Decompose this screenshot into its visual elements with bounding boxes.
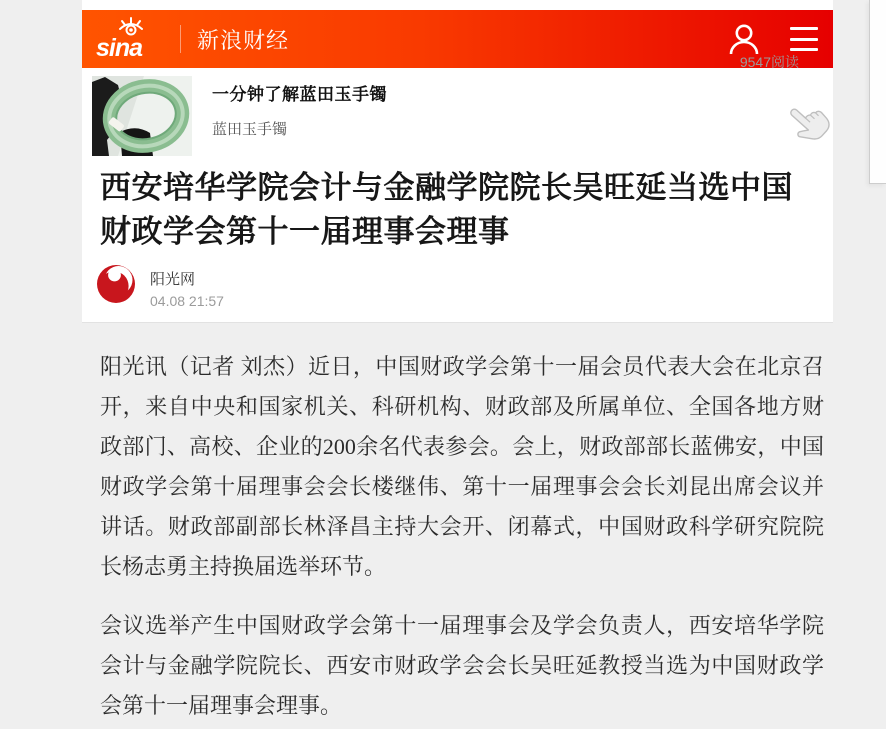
header-divider xyxy=(180,25,181,53)
header-bar xyxy=(82,10,833,68)
jade-bracelet-photo xyxy=(92,76,192,156)
content-card xyxy=(82,0,833,323)
teaser-subtitle[interactable]: 蓝田玉手镯 xyxy=(212,121,288,138)
user-account-button[interactable] xyxy=(728,22,760,56)
teaser-title[interactable]: 一分钟了解蓝田玉手镯 xyxy=(212,85,387,104)
publish-timestamp: 04.08 21:57 xyxy=(150,293,224,309)
sina-logo[interactable] xyxy=(96,15,162,63)
article-body xyxy=(100,347,824,726)
teaser-thumbnail[interactable] xyxy=(92,76,192,156)
source-name[interactable]: 阳光网 xyxy=(150,271,196,288)
paragraph: 会议选举产生中国财政学会第十一届理事会及学会负责人，西安培华学院会计与金融学院院长、西安市财政学会会长吴旺延教授当选为中国财政学会第十一届理事会理事。 xyxy=(100,613,824,718)
paragraph: 阳光讯（记者 刘杰）近日，中国财政学会第十一届会员代表大会在北京召开，来自中央和国家机关、科研机构、财政部及所属单位、全国各地方财政部门、高校、企业的200余名代表参会。会上，财政部部长蓝佛安，中国财政学会第十届理事会会长楼继伟、第十一届理事会会长刘昆出席会议并讲话。财政部副部长林泽昌主持大会开、闭幕式，中国财政科学研究院院长杨志勇主持换届选举环节。 xyxy=(100,354,824,579)
article-title: 西安培华学院会计与金融学院院长吴旺延当选中国财政学会第十一届理事会理事 xyxy=(100,170,793,249)
menu-button[interactable] xyxy=(790,27,818,51)
user-icon xyxy=(728,22,760,56)
teaser-card[interactable] xyxy=(92,76,823,160)
read-count: 9547阅读 xyxy=(739,54,799,70)
sunshine-net-logo[interactable] xyxy=(97,265,135,303)
hamburger-icon xyxy=(790,27,818,51)
site-brand-title[interactable]: 新浪财经 xyxy=(197,27,290,53)
byline xyxy=(97,265,224,309)
sina-logo-text: sina xyxy=(96,34,143,62)
right-edge-panel xyxy=(869,0,886,184)
